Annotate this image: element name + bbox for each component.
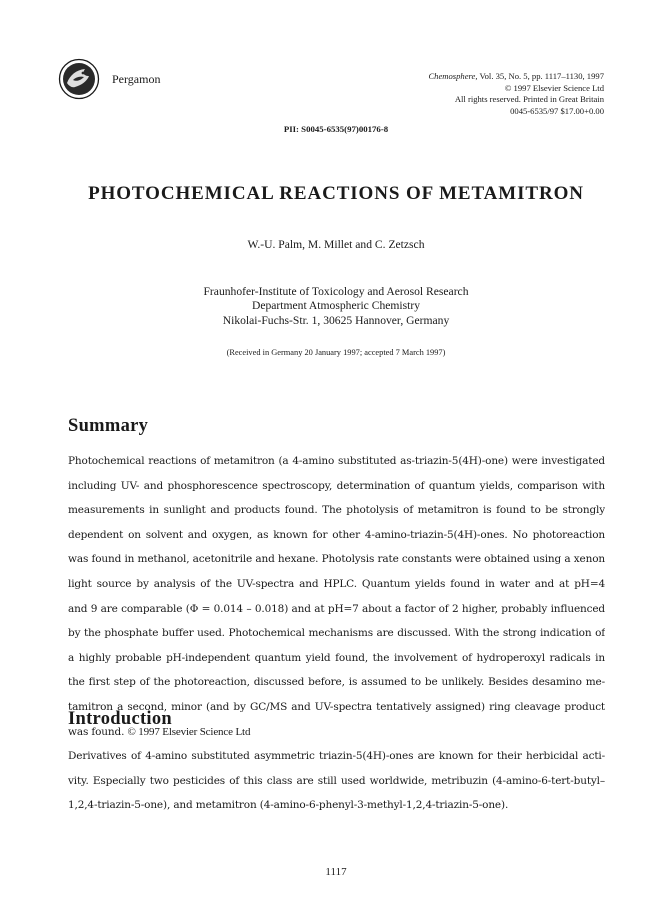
text-line: Derivatives of 4-amino substituted asymmetric triazin-5(4H)-ones are known for their herbicidal acti- <box>68 750 605 762</box>
summary-body <box>68 449 605 744</box>
text-line: Photochemical reactions of metamitron (a 4-amino substituted as-triazin-5(4H)-one) were investigated <box>68 455 605 467</box>
article-title: PHOTOCHEMICAL REACTIONS OF METAMITRON <box>88 183 584 204</box>
summary-heading: Summary <box>68 416 149 436</box>
publisher-name: Pergamon <box>112 72 161 86</box>
text-line: the first step of the photoreaction, discussed before, is assumed to be unlikely. Besides desamino me- <box>68 676 605 689</box>
text-line: was found in methanol, acetonitrile and hexane. Photolysis rate constants were obtained using a xenon <box>68 553 605 566</box>
copyright-notice: © 1997 Elsevier Science Ltd <box>504 82 604 93</box>
affiliation-institute: Fraunhofer-Institute of Toxicology and Aerosol Research <box>203 285 469 298</box>
issn-price: 0045-6535/97 $17.00+0.00 <box>510 105 604 116</box>
affiliation <box>0 285 672 328</box>
pii-identifier: PII: S0045-6535(97)00176-8 <box>283 124 389 134</box>
page-number: 1117 <box>325 866 347 878</box>
summary-copyright: © 1997 Elsevier Science Ltd <box>127 725 251 738</box>
journal-reference: , Vol. 35, No. 5, pp. 1117–1130, 1997 <box>475 71 604 81</box>
affiliation-department: Department Atmospheric Chemistry <box>251 299 421 313</box>
summary-final-text: was found. <box>68 725 125 738</box>
introduction-body <box>68 744 605 818</box>
text-line-last: 1,2,4-triazin-5-one), and metamitron (4-amino-6-phenyl-3-methyl-1,2,4-triazin-5-one). <box>68 799 509 812</box>
text-line: vity. Especially two pesticides of this class are still used worldwide, metribuzin (4-amino-6-tert-butyl– <box>68 774 605 787</box>
received-dates: (Received in Germany 20 January 1997; accepted 7 March 1997) <box>226 348 446 357</box>
journal-citation <box>304 71 604 117</box>
author-list: W.-U. Palm, M. Millet and C. Zetzsch <box>247 238 425 251</box>
rights-notice: All rights reserved. Printed in Great Britain <box>454 94 604 105</box>
text-line: a highly probable pH-independent quantum yield found, the involvement of hydroperoxyl radicals in <box>68 651 605 664</box>
text-line: dependent on solvent and oxygen, as known for other 4-amino-triazin-5(4H)-ones. No photoreaction <box>68 528 605 541</box>
text-line: light source by analysis of the UV-spectra and HPLC. Quantum yields found in water and at pH=4 <box>68 577 605 590</box>
introduction-heading: Introduction <box>68 709 173 729</box>
text-line: and 9 are comparable (Φ = 0.014 – 0.018) and at pH=7 about a factor of 2 higher, probably influenced <box>68 602 605 615</box>
journal-name: Chemosphere <box>428 71 476 81</box>
affiliation-address: Nikolai-Fuchs-Str. 1, 30625 Hannover, Germany <box>222 313 450 327</box>
text-line: including UV- and phosphorescence spectroscopy, determination of quantum yields, comparison with <box>68 479 605 492</box>
pergamon-logo-icon <box>58 58 100 100</box>
text-line: measurements in sunlight and products found. The photolysis of metamitron is found to be strongly <box>68 504 605 517</box>
text-line: by the phosphate buffer used. Photochemical mechanisms are discussed. With the strong indication of <box>68 627 605 640</box>
text-line: tamitron a second, minor (and by GC/MS and UV-spectra tentatively assigned) ring cleavage product <box>68 700 605 713</box>
